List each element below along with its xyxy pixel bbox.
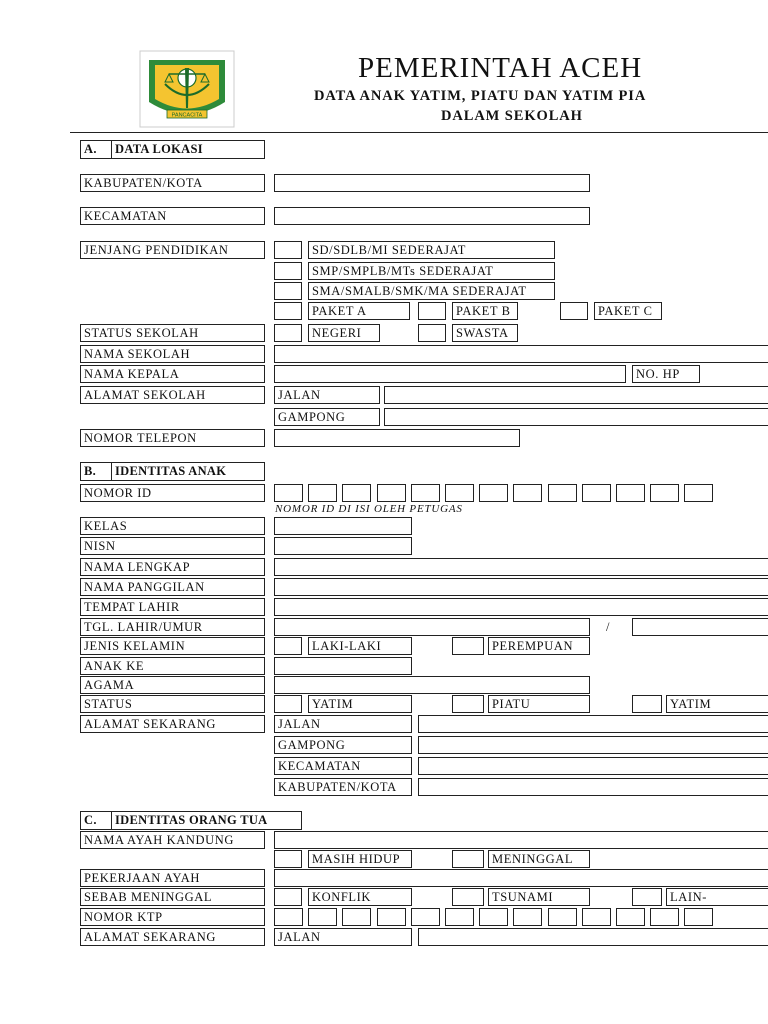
nomor-id-digit-box[interactable] [308, 484, 337, 502]
nama-panggilan-input[interactable] [274, 578, 768, 596]
paket-b-checkbox[interactable] [418, 302, 446, 320]
status-sekolah-label: STATUS SEKOLAH [80, 324, 265, 342]
page-subtitle-line1: DATA ANAK YATIM, PIATU DAN YATIM PIA [314, 88, 647, 104]
section-a-number: A. [84, 142, 97, 156]
jenjang-sd-option: SD/SDLB/MI SEDERAJAT [308, 241, 555, 259]
nisn-label: NISN [80, 537, 265, 555]
status-yatim-option: YATIM [308, 695, 412, 713]
aceh-emblem-logo [139, 50, 235, 128]
section-b-header [80, 462, 265, 481]
kabupaten-input[interactable] [274, 174, 590, 192]
section-a-title: DATA LOKASI [115, 142, 203, 156]
section-c-title: IDENTITAS ORANG TUA [115, 813, 268, 827]
nama-lengkap-input[interactable] [274, 558, 768, 576]
nama-sekolah-input[interactable] [274, 345, 768, 363]
jenjang-sd-checkbox[interactable] [274, 241, 302, 259]
nama-ayah-input[interactable] [274, 831, 768, 849]
paket-b-option: PAKET B [452, 302, 518, 320]
status-yatim-checkbox[interactable] [274, 695, 302, 713]
nomor-id-note: NOMOR ID DI ISI OLEH PETUGAS [275, 503, 463, 515]
meninggal-checkbox[interactable] [452, 850, 484, 868]
alamat-sekolah-jalan-label: JALAN [274, 386, 380, 404]
section-b-title: IDENTITAS ANAK [115, 464, 227, 478]
jenjang-smp-option: SMP/SMPLB/MTs SEDERAJAT [308, 262, 555, 280]
tgl-lahir-label: TGL. LAHIR/UMUR [80, 618, 265, 636]
pekerjaan-ayah-input[interactable] [274, 869, 768, 887]
nomor-ktp-digit-box[interactable] [445, 908, 474, 926]
jenjang-smp-checkbox[interactable] [274, 262, 302, 280]
alamat-ortu-jalan-label: JALAN [274, 928, 412, 946]
konflik-option: KONFLIK [308, 888, 412, 906]
alamat-anak-gampong-input[interactable] [418, 736, 768, 754]
alamat-anak-jalan-label: JALAN [274, 715, 412, 733]
nomor-id-digit-box[interactable] [684, 484, 713, 502]
nomor-id-digit-box[interactable] [411, 484, 440, 502]
alamat-sekolah-label: ALAMAT SEKOLAH [80, 386, 265, 404]
jenjang-sma-option: SMA/SMALB/SMK/MA SEDERAJAT [308, 282, 555, 300]
laki-laki-checkbox[interactable] [274, 637, 302, 655]
lain-lain-option: LAIN- [666, 888, 768, 906]
tgl-lahir-input[interactable] [274, 618, 590, 636]
nama-kepala-label: NAMA KEPALA [80, 365, 265, 383]
jenis-kelamin-label: JENIS KELAMIN [80, 637, 265, 655]
tgl-umur-separator: / [606, 620, 611, 634]
tempat-lahir-label: TEMPAT LAHIR [80, 598, 265, 616]
nomor-ktp-digit-box[interactable] [308, 908, 337, 926]
masih-hidup-option: MASIH HIDUP [308, 850, 412, 868]
kecamatan-label: KECAMATAN [80, 207, 265, 225]
nomor-ktp-digit-box[interactable] [650, 908, 679, 926]
nama-lengkap-label: NAMA LENGKAP [80, 558, 265, 576]
nomor-id-digit-box[interactable] [650, 484, 679, 502]
kecamatan-input[interactable] [274, 207, 590, 225]
alamat-anak-kecamatan-input[interactable] [418, 757, 768, 775]
nomor-id-digit-box[interactable] [342, 484, 371, 502]
jenjang-sma-checkbox[interactable] [274, 282, 302, 300]
alamat-anak-label: ALAMAT SEKARANG [80, 715, 265, 733]
paket-c-checkbox[interactable] [560, 302, 588, 320]
status-yatim-piatu-checkbox[interactable] [632, 695, 662, 713]
nomor-id-digit-box[interactable] [582, 484, 611, 502]
alamat-anak-jalan-input[interactable] [418, 715, 768, 733]
nomor-id-label: NOMOR ID [80, 484, 265, 502]
agama-label: AGAMA [80, 676, 265, 694]
section-b-divider [111, 462, 112, 481]
alamat-sekolah-gampong-input[interactable] [384, 408, 768, 426]
nomor-ktp-digit-box[interactable] [548, 908, 577, 926]
nomor-id-digit-box[interactable] [445, 484, 474, 502]
pekerjaan-ayah-label: PEKERJAAN AYAH [80, 869, 265, 887]
nomor-ktp-digit-box[interactable] [582, 908, 611, 926]
nomor-ktp-digit-box[interactable] [616, 908, 645, 926]
nomor-id-digit-box[interactable] [479, 484, 508, 502]
status-swasta-checkbox[interactable] [418, 324, 446, 342]
masih-hidup-checkbox[interactable] [274, 850, 302, 868]
anak-ke-label: ANAK KE [80, 657, 265, 675]
nomor-ktp-digit-box[interactable] [274, 908, 303, 926]
meninggal-option: MENINGGAL [488, 850, 590, 868]
alamat-ortu-label: ALAMAT SEKARANG [80, 928, 265, 946]
nomor-ktp-digit-box[interactable] [342, 908, 371, 926]
agama-input[interactable] [274, 676, 590, 694]
nomor-ktp-digit-box[interactable] [411, 908, 440, 926]
alamat-anak-kabupaten-label: KABUPATEN/KOTA [274, 778, 412, 796]
alamat-anak-kabupaten-input[interactable] [418, 778, 768, 796]
tsunami-checkbox[interactable] [452, 888, 484, 906]
status-negeri-option: NEGERI [308, 324, 380, 342]
status-swasta-option: SWASTA [452, 324, 518, 342]
nisn-input[interactable] [274, 537, 412, 555]
nomor-id-digit-box[interactable] [274, 484, 303, 502]
section-b-number: B. [84, 464, 97, 478]
section-c-header [80, 811, 302, 830]
nomor-ktp-digit-box[interactable] [377, 908, 406, 926]
paket-c-option: PAKET C [594, 302, 662, 320]
perempuan-checkbox[interactable] [452, 637, 484, 655]
alamat-ortu-jalan-input[interactable] [418, 928, 768, 946]
nomor-ktp-digit-box[interactable] [684, 908, 713, 926]
nomor-id-digit-box[interactable] [377, 484, 406, 502]
nomor-ktp-digit-box[interactable] [479, 908, 508, 926]
alamat-anak-kecamatan-label: KECAMATAN [274, 757, 412, 775]
kelas-input[interactable] [274, 517, 412, 535]
nomor-telepon-label: NOMOR TELEPON [80, 429, 265, 447]
section-a-divider [111, 140, 112, 159]
paket-a-option: PAKET A [308, 302, 410, 320]
status-piatu-checkbox[interactable] [452, 695, 484, 713]
tempat-lahir-input[interactable] [274, 598, 768, 616]
nama-panggilan-label: NAMA PANGGILAN [80, 578, 265, 596]
page-title: PEMERINTAH ACEH [358, 52, 643, 84]
lain-lain-checkbox[interactable] [632, 888, 662, 906]
nama-sekolah-label: NAMA SEKOLAH [80, 345, 265, 363]
status-negeri-checkbox[interactable] [274, 324, 302, 342]
nomor-telepon-input[interactable] [274, 429, 520, 447]
section-c-number: C. [84, 813, 97, 827]
alamat-sekolah-jalan-input[interactable] [384, 386, 768, 404]
paket-a-checkbox[interactable] [274, 302, 302, 320]
laki-laki-option: LAKI-LAKI [308, 637, 412, 655]
kelas-label: KELAS [80, 517, 265, 535]
umur-input[interactable] [632, 618, 768, 636]
section-c-divider [111, 811, 112, 830]
nama-ayah-label: NAMA AYAH KANDUNG [80, 831, 265, 849]
nomor-id-digit-box[interactable] [548, 484, 577, 502]
page-subtitle-line2: DALAM SEKOLAH [441, 108, 583, 124]
no-hp-label: NO. HP [632, 365, 700, 383]
status-yatim-piatu-option: YATIM [666, 695, 768, 713]
nama-kepala-input[interactable] [274, 365, 626, 383]
kabupaten-label: KABUPATEN/KOTA [80, 174, 265, 192]
perempuan-option: PEREMPUAN [488, 637, 590, 655]
sebab-meninggal-label: SEBAB MENINGGAL [80, 888, 265, 906]
nomor-id-digit-box[interactable] [513, 484, 542, 502]
alamat-anak-gampong-label: GAMPONG [274, 736, 412, 754]
status-piatu-option: PIATU [488, 695, 590, 713]
alamat-sekolah-gampong-label: GAMPONG [274, 408, 380, 426]
jenjang-label: JENJANG PENDIDIKAN [80, 241, 265, 259]
anak-ke-input[interactable] [274, 657, 412, 675]
status-anak-label: STATUS [80, 695, 265, 713]
tsunami-option: TSUNAMI [488, 888, 590, 906]
section-a-header [80, 140, 265, 159]
konflik-checkbox[interactable] [274, 888, 302, 906]
logo-text: PANCACITA [171, 112, 203, 119]
nomor-ktp-label: NOMOR KTP [80, 908, 265, 926]
nomor-ktp-digit-box[interactable] [513, 908, 542, 926]
nomor-id-digit-box[interactable] [616, 484, 645, 502]
header-divider [70, 132, 768, 133]
